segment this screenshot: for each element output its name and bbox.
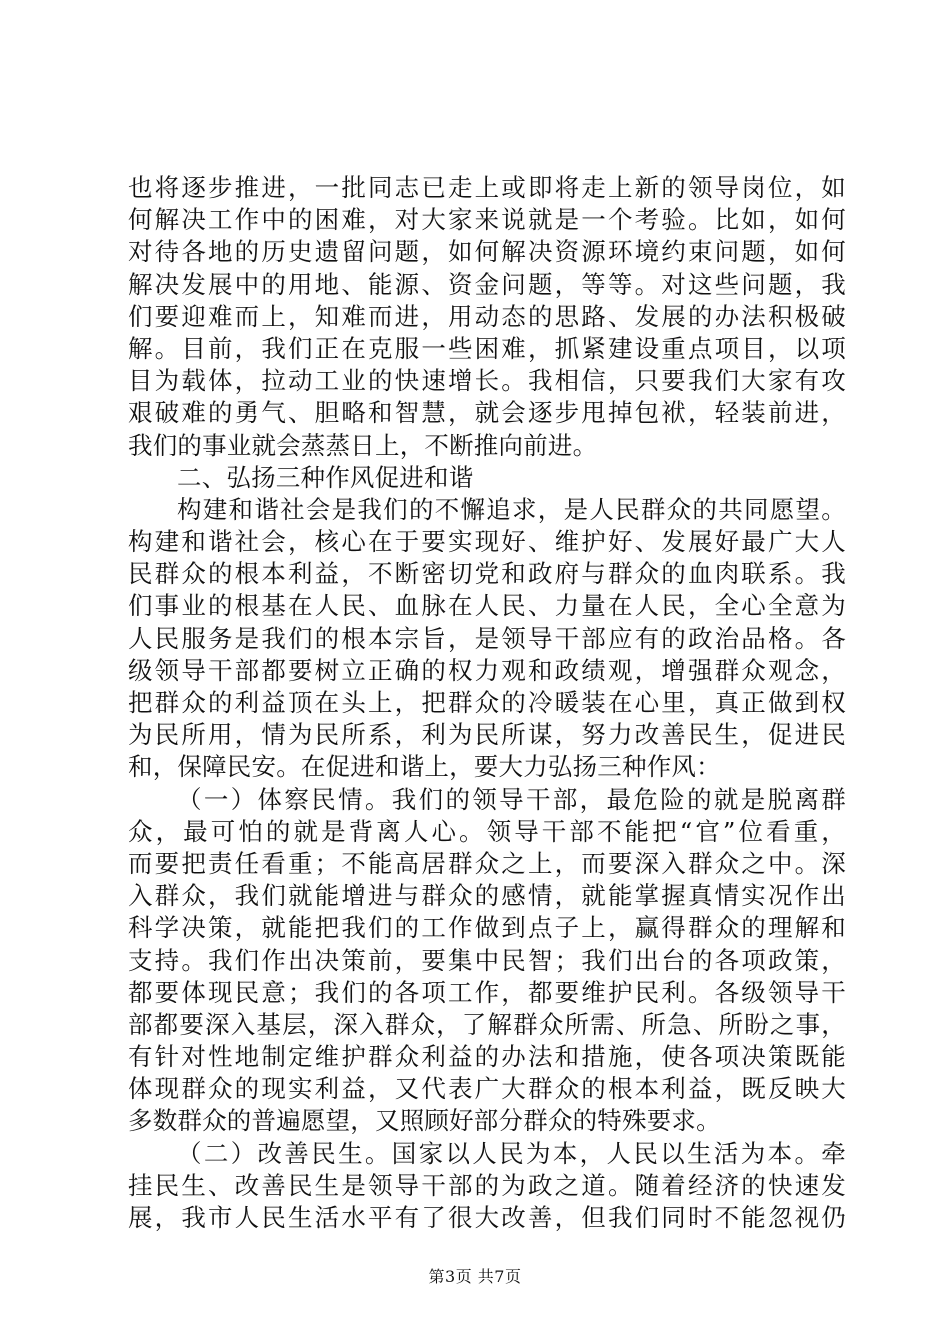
text-line: 们事业的根基在人民、血脉在人民、力量在人民，全心全意为 <box>128 591 846 621</box>
text-line: 构建和谐社会，核心在于要实现好、维护好、发展好最广大人 <box>128 527 846 557</box>
text-line: 级领导干部都要树立正确的权力观和政绩观，增强群众观念， <box>128 655 846 685</box>
text-line: 科学决策，就能把我们的工作做到点子上，赢得群众的理解和 <box>128 913 846 943</box>
text-line: 展，我市人民生活水平有了很大改善，但我们同时不能忽视仍 <box>128 1203 846 1232</box>
text-line: （二）改善民生。国家以人民为本，人民以生活为本。牵 <box>177 1138 846 1168</box>
text-line: 挂民生、改善民生是领导干部的为政之道。随着经济的快速发 <box>128 1170 846 1200</box>
text-line: 支持。我们作出决策前，要集中民智；我们出台的各项政策， <box>128 945 846 975</box>
text-line: 艰破难的勇气、胆略和智慧，就会逐步甩掉包袱，轻装前进， <box>128 398 846 428</box>
text-line: 部都要深入基层，深入群众，了解群众所需、所急、所盼之事， <box>128 1009 846 1039</box>
text-line: 人民服务是我们的根本宗旨，是领导干部应有的政治品格。各 <box>128 623 846 653</box>
document-body <box>128 172 846 1234</box>
text-line: 解决发展中的用地、能源、资金问题，等等。对这些问题，我 <box>128 269 846 299</box>
page-footer: 第3页 共7页 <box>428 1267 522 1286</box>
text-line: 目为载体，拉动工业的快速增长。我相信，只要我们大家有攻 <box>128 366 846 396</box>
text-line: 何解决工作中的困难，对大家来说就是一个考验。比如，如何 <box>128 205 846 235</box>
text-line: （一）体察民情。我们的领导干部，最危险的就是脱离群 <box>177 784 846 814</box>
text-line: 为民所用，情为民所系，利为民所谋，努力改善民生，促进民 <box>128 720 846 750</box>
text-line: 和，保障民安。在促进和谐上，要大力弘扬三种作风： <box>128 752 721 782</box>
text-line: 们要迎难而上，知难而进，用动态的思路、发展的办法积极破 <box>128 301 846 331</box>
text-line: 体现群众的现实利益，又代表广大群众的根本利益，既反映大 <box>128 1074 846 1104</box>
text-line: 构建和谐社会是我们的不懈追求，是人民群众的共同愿望。 <box>177 494 846 524</box>
text-line: 众，最可怕的就是背离人心。领导干部不能把“官”位看重， <box>128 816 846 846</box>
text-line: 把群众的利益顶在头上，把群众的冷暖装在心里，真正做到权 <box>128 688 846 717</box>
text-line: 对待各地的历史遗留问题，如何解决资源环境约束问题，如何 <box>128 237 846 267</box>
text-line: 二、弘扬三种作风促进和谐 <box>177 462 474 492</box>
text-line: 民群众的根本利益，不断密切党和政府与群众的血肉联系。我 <box>128 559 846 589</box>
text-line: 而要把责任看重；不能高居群众之上，而要深入群众之中。深 <box>128 848 846 878</box>
text-line: 也将逐步推进，一批同志已走上或即将走上新的领导岗位，如 <box>128 173 846 202</box>
text-line: 解。目前，我们正在克服一些困难，抓紧建设重点项目，以项 <box>128 333 846 363</box>
text-line: 多数群众的普遍愿望，又照顾好部分群众的特殊要求。 <box>128 1106 721 1136</box>
text-line: 都要体现民意；我们的各项工作，都要维护民利。各级领导干 <box>128 977 846 1007</box>
text-line: 入群众，我们就能增进与群众的感情，就能掌握真情实况作出 <box>128 881 846 911</box>
text-line: 有针对性地制定维护群众利益的办法和措施，使各项决策既能 <box>128 1042 846 1072</box>
text-line: 我们的事业就会蒸蒸日上，不断推向前进。 <box>128 430 598 460</box>
